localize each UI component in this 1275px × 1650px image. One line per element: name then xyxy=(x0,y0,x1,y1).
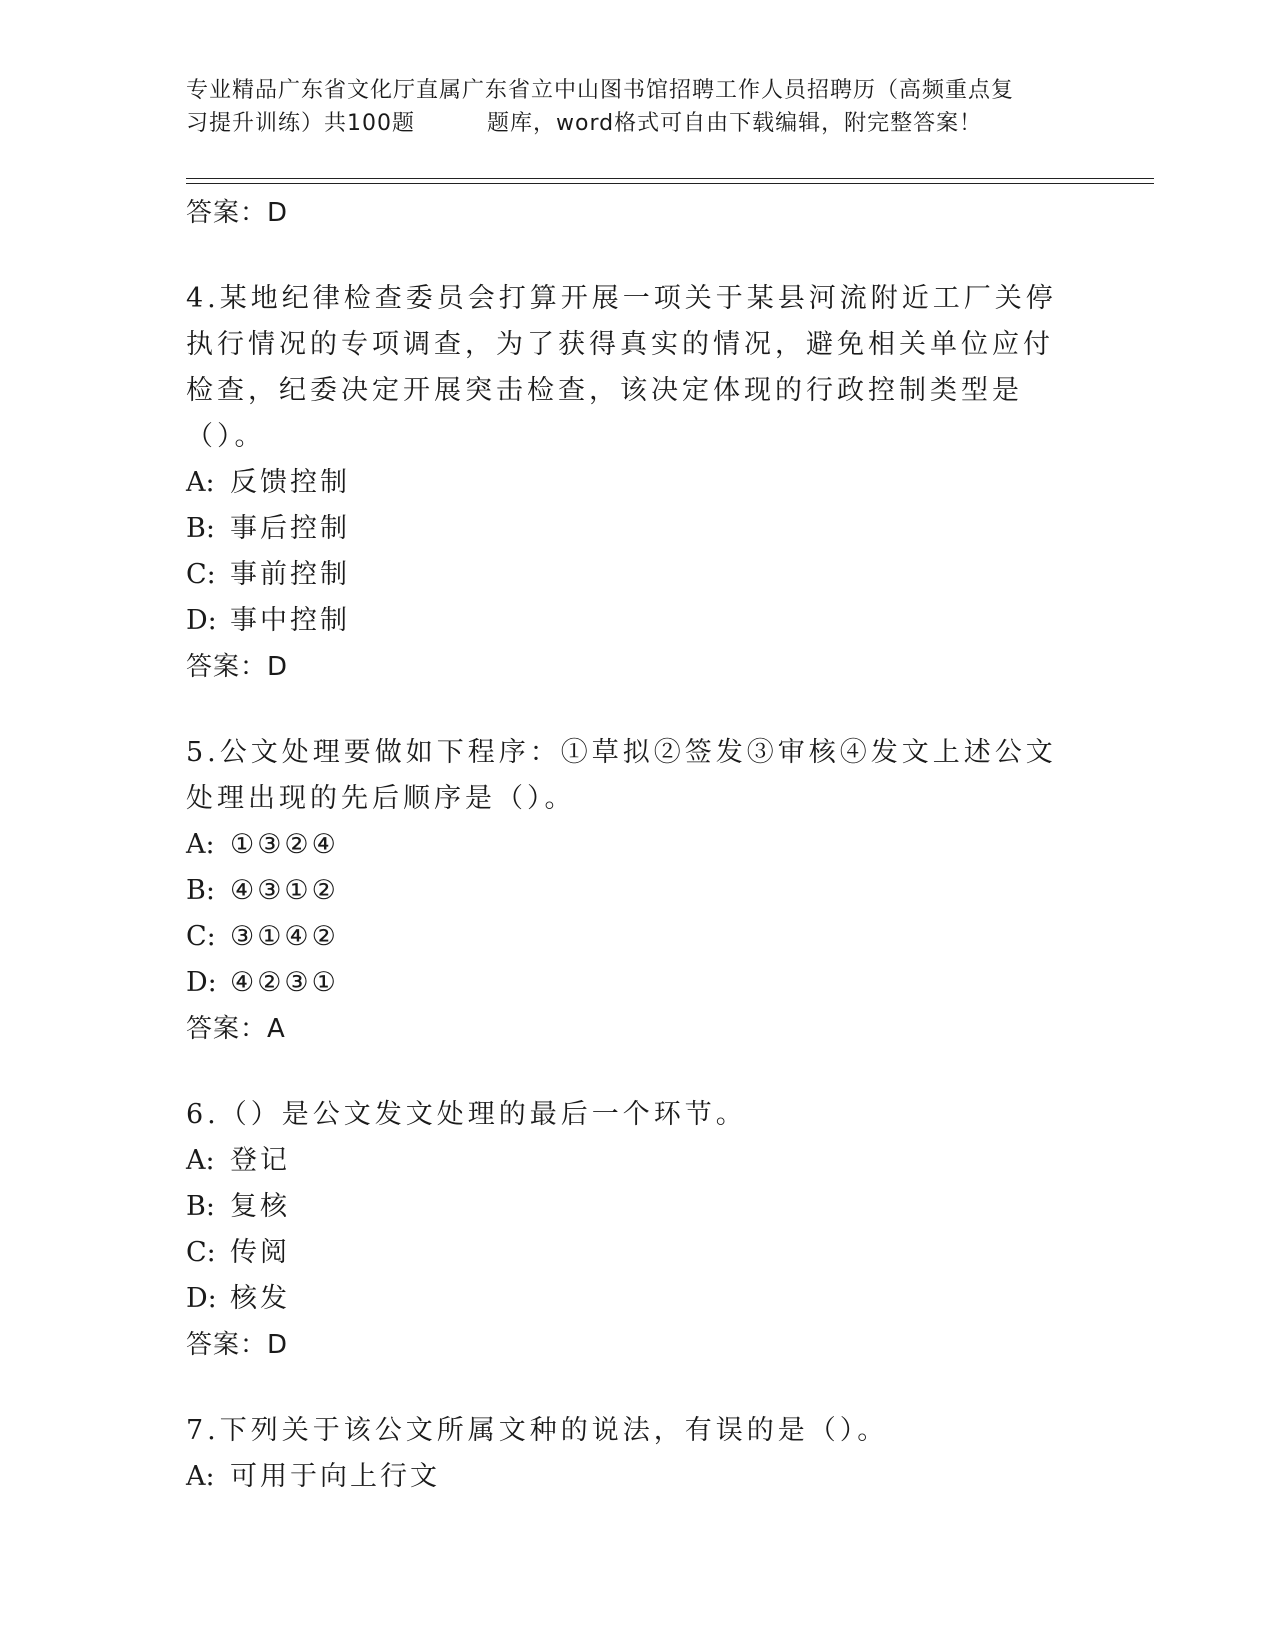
option-b xyxy=(186,868,1066,914)
header-divider-bottom xyxy=(186,183,1154,184)
answer-value: D xyxy=(267,652,289,682)
option-d xyxy=(186,1276,1066,1322)
option-label: B: xyxy=(186,1191,215,1222)
option-a xyxy=(186,1138,1066,1184)
option-label: A: xyxy=(186,467,215,498)
answer-value: D xyxy=(267,1330,289,1360)
option-text: ④②③① xyxy=(230,967,339,998)
header-line-2-left: 习提升训练）共100题 xyxy=(186,111,415,136)
answer-line xyxy=(186,190,1066,236)
option-label: C: xyxy=(186,559,216,590)
option-d xyxy=(186,598,1066,644)
option-a xyxy=(186,822,1066,868)
question-4 xyxy=(186,276,1066,690)
answer-value: A xyxy=(267,1014,286,1044)
option-label: C: xyxy=(186,1237,216,1268)
option-text: 复核 xyxy=(230,1191,290,1222)
option-b xyxy=(186,1184,1066,1230)
option-c xyxy=(186,552,1066,598)
header-line-2 xyxy=(186,107,1086,140)
answer-value: D xyxy=(267,198,289,228)
answer-prefix: 答案： xyxy=(186,198,268,228)
answer-line xyxy=(186,1322,1066,1368)
question-6 xyxy=(186,1092,1066,1368)
option-label: B: xyxy=(186,513,215,544)
option-text: 事后控制 xyxy=(230,513,350,544)
option-text: 登记 xyxy=(230,1145,290,1176)
answer-line xyxy=(186,644,1066,690)
option-c xyxy=(186,1230,1066,1276)
option-text: 事前控制 xyxy=(230,559,350,590)
answer-prefix: 答案： xyxy=(186,1014,268,1044)
question-list xyxy=(186,190,1066,1500)
header-line-2-right: 题库，word格式可自由下载编辑，附完整答案！ xyxy=(487,111,983,136)
option-text: ③①④② xyxy=(230,921,339,952)
option-text: 传阅 xyxy=(230,1237,290,1268)
answer-prefix: 答案： xyxy=(186,1330,268,1360)
option-label: B: xyxy=(186,875,215,906)
option-text: 事中控制 xyxy=(230,605,350,636)
option-label: A: xyxy=(186,1461,215,1492)
question-text: 4.某地纪律检查委员会打算开展一项关于某县河流附近工厂关停执行情况的专项调查，为了获得真实的情况，避免相关单位应付检查，纪委决定开展突击检查，该决定体现的行政控制类型是（）。 xyxy=(186,283,1057,452)
option-text: 可用于向上行文 xyxy=(230,1461,440,1492)
option-label: A: xyxy=(186,829,215,860)
option-label: D: xyxy=(186,1283,217,1314)
question-text: 7.下列关于该公文所属文种的说法，有误的是（）。 xyxy=(186,1415,889,1446)
question-7 xyxy=(186,1408,1066,1500)
option-b xyxy=(186,506,1066,552)
option-text: ④③①② xyxy=(230,875,339,906)
option-a xyxy=(186,1454,1066,1500)
option-text: 反馈控制 xyxy=(230,467,350,498)
header-divider-top xyxy=(186,178,1154,179)
option-label: A: xyxy=(186,1145,215,1176)
option-text: ①③②④ xyxy=(230,829,339,860)
header-line-1: 专业精品广东省文化厅直属广东省立中山图书馆招聘工作人员招聘历（高频重点复 xyxy=(186,78,1015,103)
question-5 xyxy=(186,730,1066,1052)
page-header xyxy=(186,74,1086,140)
answer-prefix: 答案： xyxy=(186,652,268,682)
option-a xyxy=(186,460,1066,506)
question-text: 5.公文处理要做如下程序：①草拟②签发③审核④发文上述公文处理出现的先后顺序是（）。 xyxy=(186,737,1057,814)
option-c xyxy=(186,914,1066,960)
option-label: D: xyxy=(186,967,217,998)
answer-line xyxy=(186,1006,1066,1052)
option-text: 核发 xyxy=(230,1283,290,1314)
option-label: D: xyxy=(186,605,217,636)
option-label: C: xyxy=(186,921,216,952)
option-d xyxy=(186,960,1066,1006)
question-text: 6.（）是公文发文处理的最后一个环节。 xyxy=(186,1099,747,1130)
